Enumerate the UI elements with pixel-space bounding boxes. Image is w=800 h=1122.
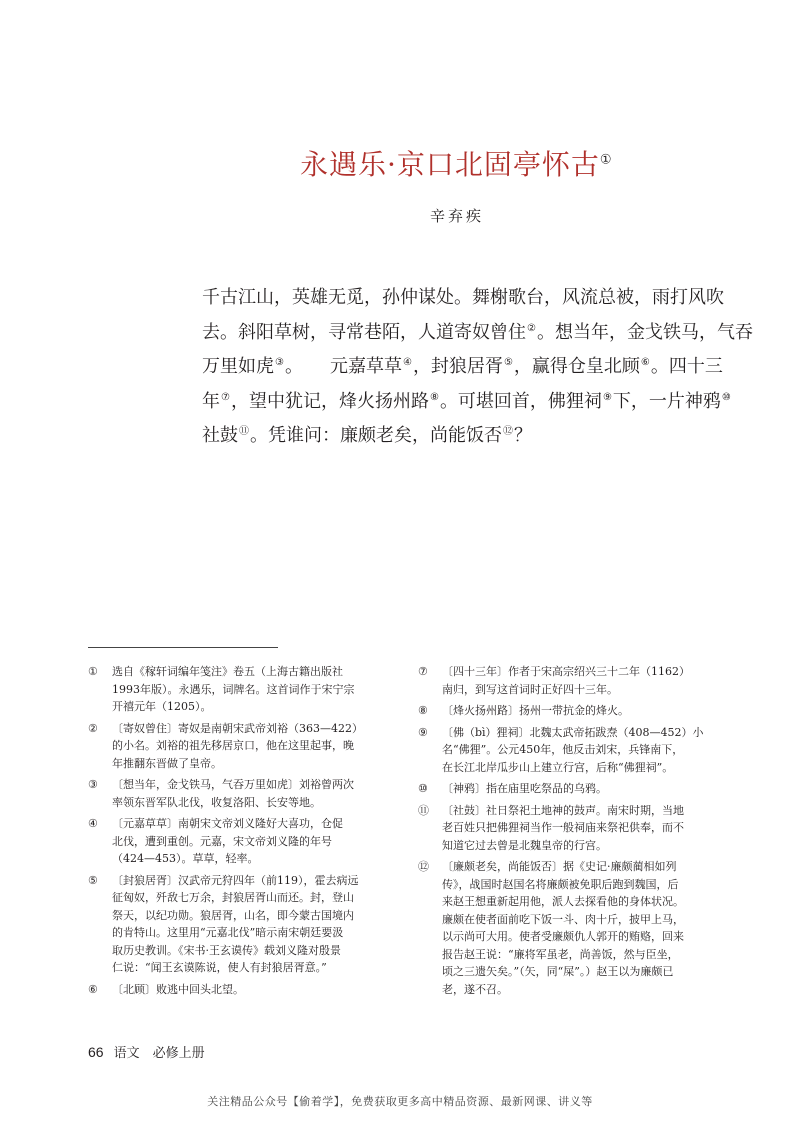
footnote-number: ② bbox=[88, 721, 98, 735]
footnote-line: 〔北顾〕败逃中回头北望。 bbox=[112, 982, 244, 996]
footnote-divider bbox=[88, 647, 278, 648]
footnote-item bbox=[418, 858, 718, 998]
footnote-line: 〔寄奴曾住〕寄奴是南朝宋武帝刘裕（363—422） bbox=[112, 721, 363, 735]
poem-title bbox=[300, 143, 613, 183]
footnote-text bbox=[112, 981, 388, 999]
footnote-item bbox=[88, 720, 388, 773]
footnote-line: 1993年版）。永遇乐，词牌名。这首词作于宋宁宗 bbox=[112, 682, 355, 696]
footnote-line: 〔想当年，金戈铁马，气吞万里如虎〕刘裕曾两次 bbox=[112, 778, 354, 791]
footnote-marker: ⑨ bbox=[602, 391, 612, 403]
footnote-marker: ⑫ bbox=[503, 426, 513, 437]
footnote-line: 传》，战国时赵国名将廉颇被免职后跑到魏国，后 bbox=[442, 877, 679, 891]
poem-line-1 bbox=[202, 283, 724, 314]
poem-text: ，望中犹记，烽火扬州路 bbox=[230, 390, 429, 412]
footnote-line: 年推翻东晋做了皇帝。 bbox=[112, 756, 222, 770]
footnote-number: ⑦ bbox=[418, 665, 428, 678]
footnote-number: ① bbox=[88, 665, 98, 678]
footnote-item bbox=[88, 815, 388, 868]
poem-title-text: 永遇乐·京口北固亭怀古 bbox=[300, 148, 600, 181]
footnotes-left-column bbox=[88, 663, 388, 1002]
footnote-line: 的小名。刘裕的祖先移居京口，他在这里起事，晚 bbox=[112, 739, 354, 752]
poem-text: 万里如虎 bbox=[202, 356, 274, 377]
footnote-line: （424—453）。草草，轻率。 bbox=[112, 852, 259, 865]
footnote-line: 南归，到写这首词时正好四十三年。 bbox=[442, 682, 618, 696]
footnote-line: 〔封狼居胥〕汉武帝元狩四年（前119），霍去病远 bbox=[112, 873, 359, 887]
footnote-line: 廉颇在使者面前吃下饭一斗、肉十斤，披甲上马， bbox=[442, 912, 684, 926]
footnote-line: 〔元嘉草草〕南朝宋文帝刘义隆好大喜功，仓促 bbox=[112, 817, 343, 830]
footnote-line: 顷之三遗矢矣。”（矢，同“屎”。）赵王以为廉颇已 bbox=[442, 965, 674, 978]
page-number: 66 bbox=[88, 1044, 104, 1060]
poem-line-3 bbox=[202, 348, 723, 383]
promo-banner: 关注精品公众号【偷着学】，免费获取更多高中精品资源、最新网课、讲义等 bbox=[207, 1095, 593, 1108]
footnote-number: ⑩ bbox=[418, 782, 428, 795]
footnote-text bbox=[442, 802, 718, 855]
footnote-line: 祭天，以纪功勋。狼居胥，山名，即今蒙古国境内 bbox=[112, 908, 354, 922]
footnote-line: 报告赵王说：“廉将军虽老，尚善饭，然与臣坐， bbox=[442, 947, 679, 961]
footnote-line: 仁说：“闻王玄谟陈说，使人有封狼居胥意。” bbox=[112, 961, 327, 974]
poem-text: 。 元嘉草草 bbox=[284, 356, 402, 377]
poem-text: 。凭谁问：廉颇老矣，尚能饭否 bbox=[250, 425, 502, 446]
footnote-item bbox=[88, 872, 388, 977]
footnote-item bbox=[88, 663, 388, 716]
footnote-line: 北伐，遭到重创。元嘉，宋文帝刘义隆的年号 bbox=[112, 834, 332, 848]
footnote-line: 〔佛（bì）狸祠〕北魏太武帝拓跋焘（408—452）小 bbox=[442, 725, 704, 739]
poem-line-2 bbox=[202, 314, 753, 349]
footnote-marker: ① bbox=[599, 152, 613, 168]
footnote-line: 〔四十三年〕作者于宋高宗绍兴三十二年（1162） bbox=[442, 665, 690, 678]
footnote-number: ⑤ bbox=[88, 873, 98, 887]
footnote-text bbox=[112, 776, 388, 811]
footnote-item bbox=[418, 724, 718, 777]
footnote-line: 征匈奴，歼敌七万余，封狼居胥山而还。封，登山 bbox=[112, 891, 354, 904]
footnote-text bbox=[442, 724, 718, 777]
footnote-line: 在长江北岸瓜步山上建立行宫，后称“佛狸祠”。 bbox=[442, 760, 674, 774]
footnote-marker: ② bbox=[527, 322, 536, 334]
poem-text: 。可堪回首，佛狸祠 bbox=[439, 390, 602, 412]
footnote-line: 〔社鼓〕社日祭祀土地神的鼓声。南宋时期，当地 bbox=[442, 803, 684, 817]
poem-author: 辛弃疾 bbox=[430, 207, 485, 225]
poem-text: ，赢得仓皇北顾 bbox=[513, 356, 640, 377]
footnote-line: 名“佛狸”。公元450年，他反击刘宋，兵锋南下， bbox=[442, 743, 684, 756]
poem-text: 。四十三 bbox=[650, 356, 723, 377]
footnote-text bbox=[442, 858, 718, 998]
footnote-item bbox=[88, 981, 388, 999]
footnotes-right-column bbox=[418, 663, 718, 1002]
footnote-number: ⑪ bbox=[418, 803, 429, 817]
poem-text: 。想当年，金戈铁马，气吞 bbox=[536, 321, 753, 343]
footnote-item bbox=[418, 702, 718, 720]
poem-text: 千古江山，英雄无觅，孙仲谋处。舞榭歌台，风流总被，雨打风吹 bbox=[202, 287, 724, 308]
footnote-item bbox=[88, 776, 388, 811]
footnote-line: 〔神鸦〕指在庙里吃祭品的乌鸦。 bbox=[442, 782, 607, 795]
footnote-marker: ⑤ bbox=[503, 357, 513, 368]
footnote-line: 选自《稼轩词编年笺注》卷五（上海古籍出版社 bbox=[112, 665, 343, 678]
footnote-number: ⑫ bbox=[418, 860, 429, 873]
footnote-line: 的肯特山。这里用“元嘉北伐”暗示南宋朝廷要汲 bbox=[112, 926, 344, 939]
footnote-marker: ④ bbox=[402, 357, 412, 368]
poem-text: 去。斜阳草树，寻常巷陌，人道寄奴曾住 bbox=[202, 321, 526, 343]
footnote-item bbox=[418, 802, 718, 855]
footnote-text bbox=[112, 872, 388, 977]
footnote-number: ⑧ bbox=[418, 704, 428, 717]
poem-line-5 bbox=[202, 417, 692, 452]
footnote-text bbox=[442, 780, 718, 798]
footnote-line: 以示尚可大用。使者受廉颇仇人郭开的贿赂，回来 bbox=[442, 930, 684, 943]
book-title: 语文 必修上册 bbox=[113, 1046, 205, 1061]
poem-text: ？ bbox=[514, 425, 532, 446]
footnote-marker: ③ bbox=[275, 357, 284, 368]
footnote-marker: ⑧ bbox=[429, 391, 439, 403]
footnote-line: 来赵王想重新起用他，派人去探看他的身体状况。 bbox=[442, 895, 684, 908]
page-footer bbox=[88, 1042, 205, 1061]
poem-line-4 bbox=[202, 383, 731, 418]
footnote-line: 老，遂不召。 bbox=[442, 982, 508, 996]
footnote-marker: ⑦ bbox=[221, 391, 230, 403]
footnote-line: 知道它过去曾是北魏皇帝的行宫。 bbox=[442, 838, 607, 852]
poem-body bbox=[202, 283, 753, 452]
footnote-marker: ⑥ bbox=[640, 357, 650, 368]
footnote-number: ⑥ bbox=[88, 982, 98, 996]
poem-text: 下，一片神鸦 bbox=[612, 390, 721, 412]
footnote-text bbox=[112, 663, 388, 716]
footnote-line: 率领东晋军队北伐，收复洛阳、长安等地。 bbox=[112, 795, 321, 809]
footnote-line: 〔烽火扬州路〕扬州一带抗金的烽火。 bbox=[442, 704, 629, 717]
footnote-item bbox=[418, 780, 718, 798]
footnote-text bbox=[112, 720, 388, 773]
footnote-item bbox=[418, 663, 718, 698]
footnote-number: ⑨ bbox=[418, 725, 428, 739]
poem-text: ，封狼居胥 bbox=[412, 356, 503, 377]
footnote-line: 开禧元年（1205）。 bbox=[112, 700, 212, 713]
footnote-line: 〔廉颇老矣，尚能饭否〕据《史记·廉颇蔺相如列 bbox=[442, 860, 677, 873]
footnote-line: 取历史教训。《宋书·王玄谟传》载刘义隆对殷景 bbox=[112, 943, 341, 957]
footnote-line: 老百姓只把佛狸祠当作一般祠庙来祭祀供奉，而不 bbox=[442, 821, 684, 834]
footnote-text bbox=[442, 663, 718, 698]
footnote-text bbox=[112, 815, 388, 868]
poem-text: 年 bbox=[202, 390, 220, 412]
footnote-text bbox=[442, 702, 718, 720]
footnote-number: ③ bbox=[88, 778, 98, 791]
footnote-marker: ⑩ bbox=[721, 391, 731, 403]
footnote-marker: ⑪ bbox=[239, 426, 249, 437]
footnote-number: ④ bbox=[88, 817, 98, 830]
poem-text: 社鼓 bbox=[202, 425, 238, 446]
